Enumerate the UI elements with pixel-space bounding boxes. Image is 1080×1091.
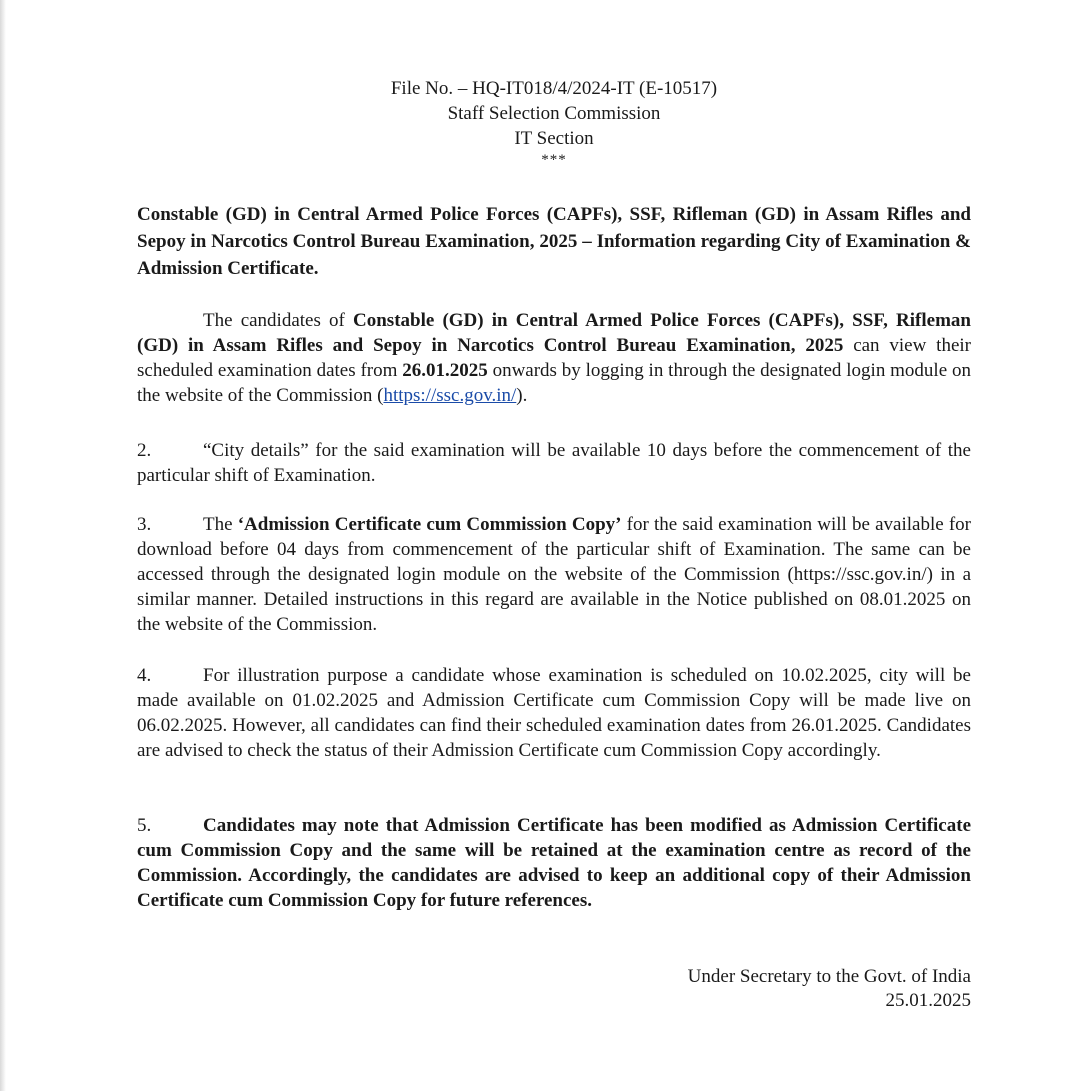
paragraph-3-text: for the said examination will be available for download before 04 days from commencement of the particular shift of Examination. The same can be accessed through the designated login module on the website of the Commission (https://ssc.gov.in/) in a similar manner. Detailed instructions in this regard are available in the Notice published on 08.01.2025 on the website of the Commission. [137,514,971,635]
paragraph-4-text: For illustration purpose a candidate whose examination is scheduled on 10.02.2025, city will be made available on 01.02.2025 and Admission Certificate cum Commission Copy will be made live on 06.02.2025. However, all candidates can find their scheduled examination dates from 26.01.2025. Candidates are advised to check the status of their Admission Certificate cum Commission Copy accordingly. [137,665,971,761]
paragraph-5-number: 5. [137,815,152,836]
paragraph-2 [137,438,971,488]
paragraph-4-number: 4. [137,665,152,686]
paragraph-1 [137,308,971,408]
organization-name: Staff Selection Commission [447,103,661,124]
paragraph-1-date: 26.01.2025 [402,360,488,381]
notice-subject: Constable (GD) in Central Armed Police Forces (CAPFs), SSF, Rifleman (GD) in Assam Rifles and Sepoy in Narcotics Control Bureau Examination, 2025 – Information regarding City of Examination & Admission Certificate. [137,204,971,279]
file-number: File No. – HQ-IT018/4/2024-IT (E-10517) [390,78,718,99]
signature-block [688,965,971,1013]
paragraph-2-text: “City details” for the said examination will be available 10 days before the commencement of the particular shift of Examination. [137,440,971,486]
paragraph-1-exam-name: Constable (GD) in Central Armed Police Forces (CAPFs), SSF, Rifleman (GD) in Assam Rifles and Sepoy in Narcotics Control Bureau Examination, 2025 [137,310,971,356]
paragraph-4 [137,663,971,763]
paragraph-5-text: Candidates may note that Admission Certificate has been modified as Admission Certificate cum Commission Copy and the same will be retained at the examination centre as record of the Commission. Accordingly, the candidates are advised to keep an additional copy of their Admission Certificate cum Commission Copy for future references. [137,815,971,911]
paragraph-3-number: 3. [137,514,152,535]
paragraph-5 [137,813,971,913]
section-name: IT Section [514,128,594,149]
paragraph-3 [137,512,971,637]
header-separator: *** [541,152,567,168]
paragraph-1-end: ). [516,385,528,406]
paragraph-2-number: 2. [137,440,152,461]
paragraph-3-lead: The [203,514,238,535]
paragraph-1-lead: The candidates of [203,310,354,331]
notice-header [0,76,1080,169]
signatory-designation: Under Secretary to the Govt. of India [687,966,971,987]
ssc-website-link[interactable]: https://ssc.gov.in/ [383,385,517,406]
paragraph-1-mid: can view their scheduled examination dates from [137,335,971,381]
paragraph-1-tail: onwards by logging in through the designated login module on the website of the Commission ( [137,360,971,406]
signature-date: 25.01.2025 [885,990,971,1011]
paragraph-3-bold: ‘Admission Certificate cum Commission Copy’ [237,514,622,535]
